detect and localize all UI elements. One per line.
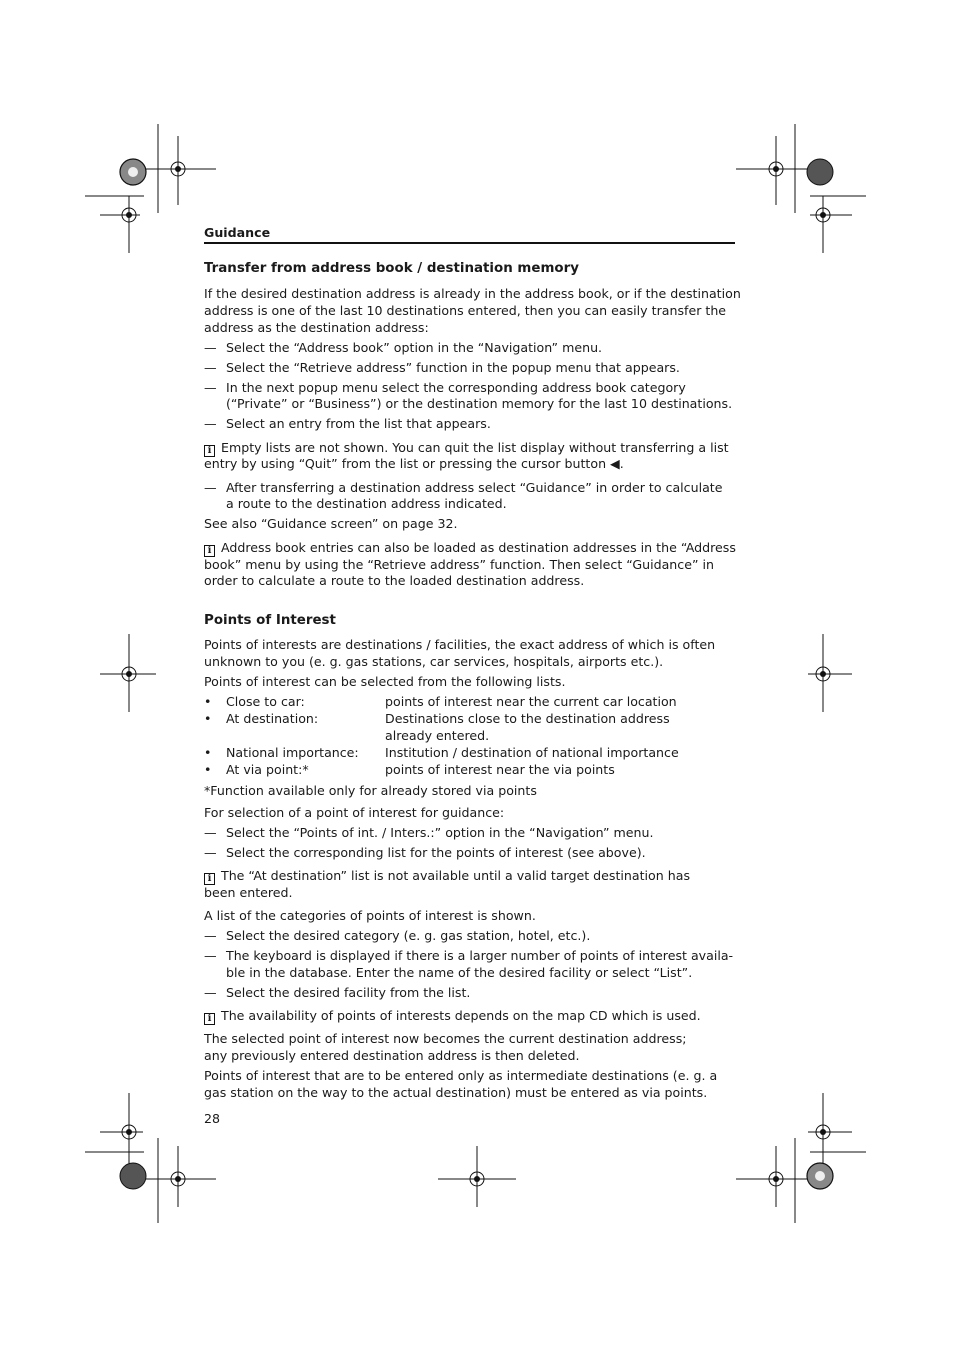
- bullet-marker: •: [204, 694, 212, 709]
- dash-marker: —: [204, 948, 217, 963]
- paragraph-line: unknown to you (e. g. gas stations, car services, hospitals, airports etc.).: [204, 654, 664, 669]
- section-title-poi: Points of Interest: [204, 613, 336, 628]
- bullet-marker: •: [204, 745, 212, 760]
- info-icon: i: [204, 873, 215, 885]
- dash-marker: —: [204, 825, 217, 840]
- dash-marker: —: [204, 928, 217, 943]
- paragraph-line: Points of interest can be selected from the following lists.: [204, 674, 566, 689]
- note-line: i The “At destination” list is not available until a valid target destination has: [204, 867, 690, 885]
- note-line: book” menu by using the “Retrieve address” function. Then select “Guidance” in: [204, 557, 714, 572]
- note-line: i The availability of points of interests depends on the map CD which is used.: [204, 1007, 701, 1025]
- paragraph-line: Points of interest that are to be entered only as intermediate destinations (e. g. a: [204, 1068, 718, 1083]
- footnote: *Function available only for already stored via points: [204, 783, 537, 798]
- paragraph-line: gas station on the way to the actual destination) must be entered as via points.: [204, 1085, 708, 1100]
- dash-marker: —: [204, 985, 217, 1000]
- dash-marker: —: [204, 480, 217, 495]
- page-number: 28: [204, 1111, 221, 1126]
- header-rule: [204, 242, 735, 244]
- info-icon: i: [204, 545, 215, 557]
- running-header: Guidance: [204, 225, 271, 240]
- paragraph-line: Points of interests are destinations / facilities, the exact address of which is often: [204, 637, 716, 652]
- note-line: i Empty lists are not shown. You can quit the list display without transferring a list: [204, 439, 729, 457]
- dash-marker: —: [204, 416, 217, 431]
- note-line: entry by using “Quit” from the list or pressing the cursor button ◀.: [204, 456, 624, 471]
- paragraph-line: The selected point of interest now becomes the current destination address;: [204, 1031, 687, 1046]
- dash-marker: —: [204, 845, 217, 860]
- note-line: order to calculate a route to the loaded destination address.: [204, 573, 585, 588]
- dash-marker: —: [204, 360, 217, 375]
- paragraph-line: address is one of the last 10 destinations entered, then you can easily transfer the: [204, 303, 727, 318]
- paragraph-line: For selection of a point of interest for guidance:: [204, 805, 505, 820]
- dash-marker: —: [204, 380, 217, 395]
- paragraph-line: any previously entered destination address is then deleted.: [204, 1048, 580, 1063]
- paragraph-line: A list of the categories of points of interest is shown.: [204, 908, 536, 923]
- info-icon: i: [204, 1013, 215, 1025]
- note-line: been entered.: [204, 885, 293, 900]
- info-icon: i: [204, 445, 215, 457]
- paragraph-line: address as the destination address:: [204, 320, 429, 335]
- paragraph-line: If the desired destination address is already in the address book, or if the destination: [204, 286, 741, 301]
- bullet-marker: •: [204, 762, 212, 777]
- dash-marker: —: [204, 340, 217, 355]
- note-line: i Address book entries can also be loaded as destination addresses in the “Address: [204, 539, 736, 557]
- bullet-marker: •: [204, 711, 212, 726]
- section-title-transfer: Transfer from address book / destination memory: [204, 261, 579, 276]
- see-also-text: See also “Guidance screen” on page 32.: [204, 516, 458, 531]
